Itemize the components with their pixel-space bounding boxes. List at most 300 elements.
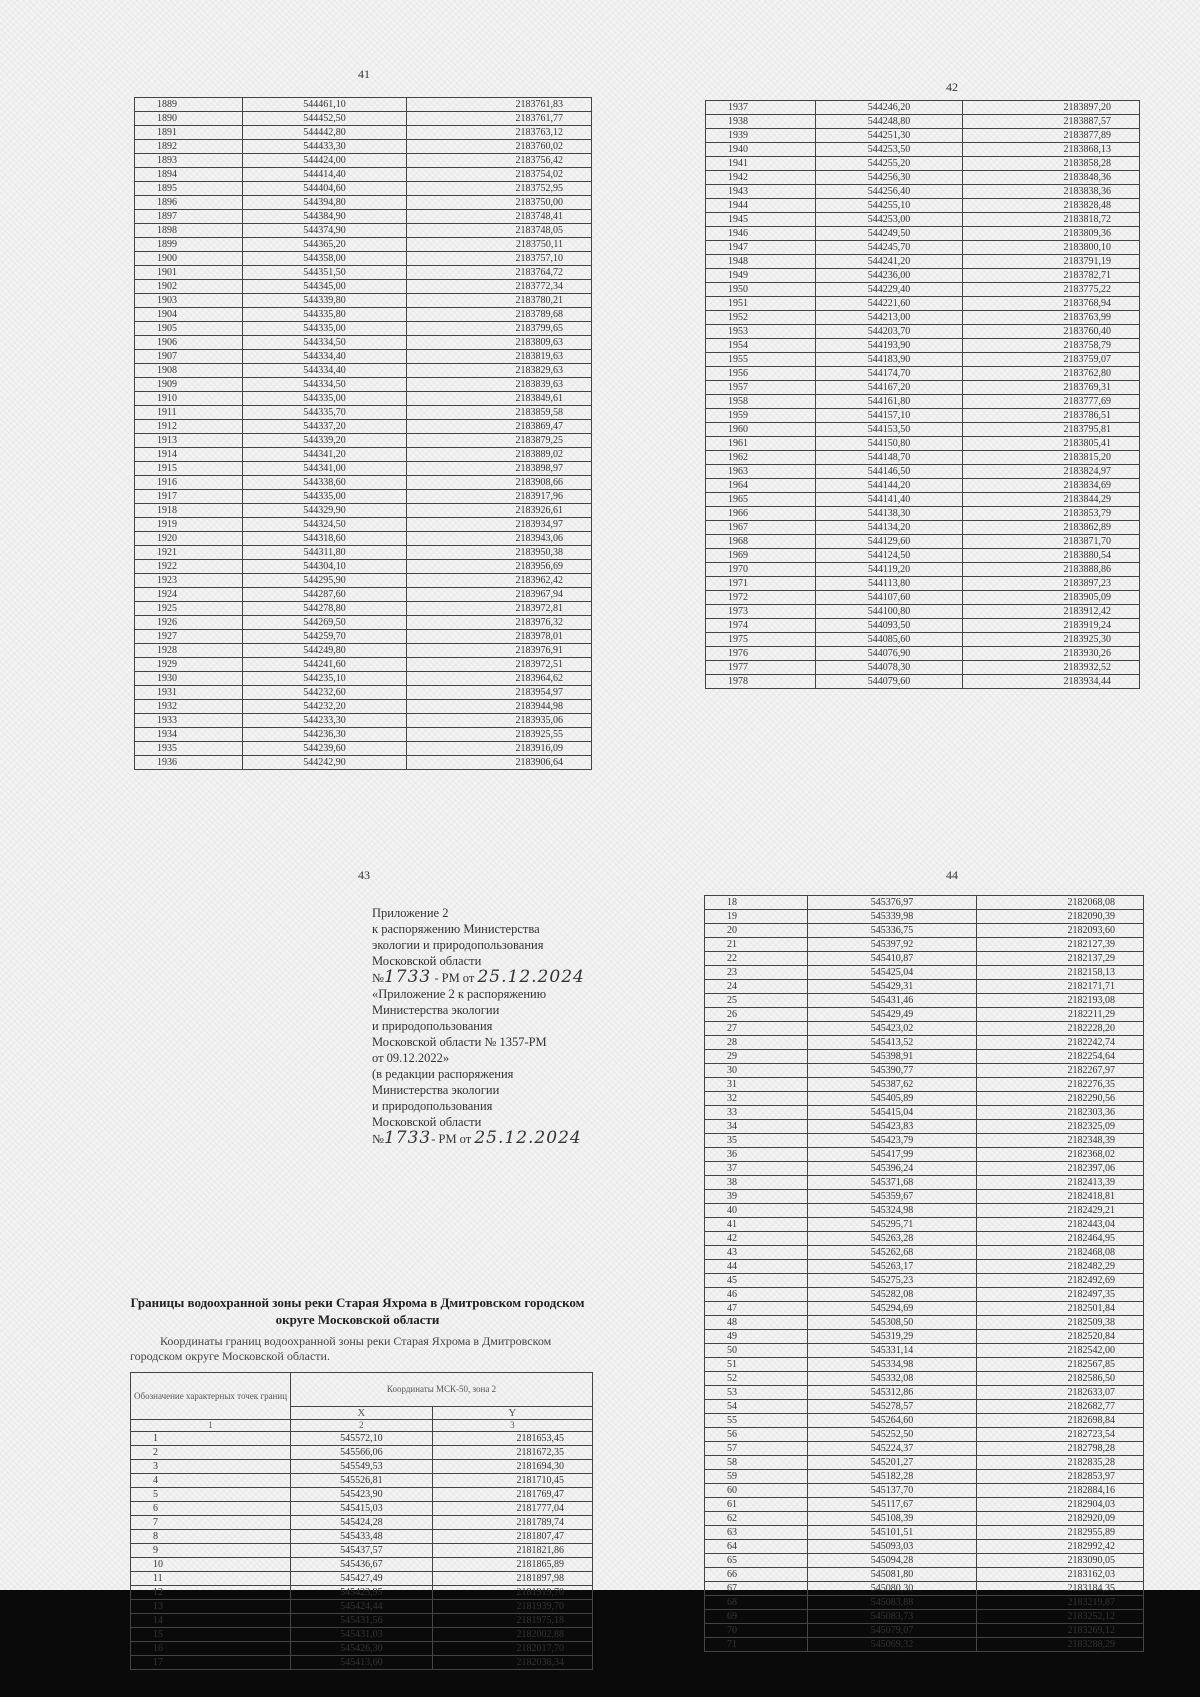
coordinate-table-page-43	[130, 1372, 593, 1670]
table-row	[706, 339, 1140, 353]
point-number: 28	[705, 1036, 808, 1050]
point-number: 1928	[135, 644, 243, 658]
table-row	[135, 686, 592, 700]
coordinate-x: 544233,30	[242, 714, 407, 728]
coordinate-x: 545080,30	[807, 1582, 977, 1596]
point-number: 1905	[135, 322, 243, 336]
coordinate-y: 2183976,91	[407, 644, 592, 658]
coordinate-y: 2181939,70	[432, 1600, 592, 1614]
coordinate-x: 544239,60	[242, 742, 407, 756]
table-row	[706, 423, 1140, 437]
coordinate-x: 544259,70	[242, 630, 407, 644]
point-number: 1950	[706, 283, 816, 297]
point-number: 1957	[706, 381, 816, 395]
point-number: 1945	[706, 213, 816, 227]
coordinate-y: 2183795,81	[963, 423, 1140, 437]
coordinate-y: 2183768,94	[963, 297, 1140, 311]
table-row	[706, 311, 1140, 325]
coordinate-x: 544345,00	[242, 280, 407, 294]
appendix-line: (в редакции распоряжения	[372, 1067, 514, 1081]
table-row	[705, 1512, 1144, 1526]
coordinate-x: 544253,50	[815, 143, 963, 157]
coordinate-y: 2181789,74	[432, 1516, 592, 1530]
coordinate-y: 2183898,97	[407, 462, 592, 476]
point-number: 1890	[135, 112, 243, 126]
coordinate-y: 2183162,03	[977, 1568, 1144, 1582]
coordinate-y: 2183809,63	[407, 336, 592, 350]
table-row	[135, 714, 592, 728]
table-row	[706, 395, 1140, 409]
coordinate-y: 2183964,62	[407, 672, 592, 686]
header-points: Обозначение характерных точек границ	[131, 1373, 291, 1420]
table-row	[135, 112, 592, 126]
coordinate-x: 544241,60	[242, 658, 407, 672]
coordinate-y: 2183934,44	[963, 675, 1140, 689]
table-row	[706, 591, 1140, 605]
point-number: 1919	[135, 518, 243, 532]
coordinate-y: 2183288,29	[977, 1638, 1144, 1652]
coordinate-y: 2183917,96	[407, 490, 592, 504]
point-number: 1930	[135, 672, 243, 686]
table-row	[135, 140, 592, 154]
point-number: 1889	[135, 98, 243, 112]
point-number: 1907	[135, 350, 243, 364]
coordinate-y: 2183869,47	[407, 420, 592, 434]
coordinate-x: 545431,03	[291, 1628, 433, 1642]
point-number: 1966	[706, 507, 816, 521]
coordinate-x: 545262,68	[807, 1246, 977, 1260]
table-row	[131, 1488, 593, 1502]
table-row	[706, 157, 1140, 171]
point-number: 1931	[135, 686, 243, 700]
coordinate-x: 544334,50	[242, 378, 407, 392]
table-row	[135, 588, 592, 602]
table-row	[706, 577, 1140, 591]
coordinate-x: 545398,91	[807, 1050, 977, 1064]
coordinate-x: 545117,67	[807, 1498, 977, 1512]
point-number: 6	[131, 1502, 291, 1516]
coordinate-y: 2183799,65	[407, 322, 592, 336]
page-number-43: 43	[358, 868, 370, 882]
table-row	[135, 560, 592, 574]
table-row	[131, 1432, 593, 1446]
table-row	[706, 353, 1140, 367]
point-number: 18	[705, 896, 808, 910]
coordinate-y: 2182429,21	[977, 1204, 1144, 1218]
table-row	[131, 1502, 593, 1516]
table-row	[706, 297, 1140, 311]
table-row	[706, 185, 1140, 199]
point-number: 29	[705, 1050, 808, 1064]
coordinate-y: 2182682,77	[977, 1400, 1144, 1414]
coordinate-y: 2182267,97	[977, 1064, 1144, 1078]
table-row	[705, 1106, 1144, 1120]
table-row	[135, 378, 592, 392]
coordinate-y: 2183763,99	[963, 311, 1140, 325]
coordinate-y: 2183748,05	[407, 224, 592, 238]
coordinate-y: 2182884,16	[977, 1484, 1144, 1498]
point-number: 70	[705, 1624, 808, 1638]
point-number: 1920	[135, 532, 243, 546]
coordinate-x: 545069,32	[807, 1638, 977, 1652]
coordinate-x: 544138,30	[815, 507, 963, 521]
point-number: 1916	[135, 476, 243, 490]
coordinate-x: 545081,80	[807, 1568, 977, 1582]
coordinate-y: 2183925,30	[963, 633, 1140, 647]
coordinate-x: 545263,17	[807, 1260, 977, 1274]
coordinate-y: 2182853,97	[977, 1470, 1144, 1484]
point-number: 1962	[706, 451, 816, 465]
point-number: 67	[705, 1582, 808, 1596]
coordinate-x: 544093,50	[815, 619, 963, 633]
coordinate-y: 2182290,56	[977, 1092, 1144, 1106]
coordinate-x: 544144,20	[815, 479, 963, 493]
coordinate-x: 545093,03	[807, 1540, 977, 1554]
table-row	[706, 143, 1140, 157]
point-number: 47	[705, 1302, 808, 1316]
point-number: 1918	[135, 504, 243, 518]
coordinate-x: 544335,00	[242, 322, 407, 336]
point-number: 1976	[706, 647, 816, 661]
table-row	[705, 1120, 1144, 1134]
point-number: 1938	[706, 115, 816, 129]
table-row	[131, 1460, 593, 1474]
point-number: 1964	[706, 479, 816, 493]
point-number: 1969	[706, 549, 816, 563]
handwritten-date: 25.12.2024	[474, 1128, 582, 1148]
coordinate-x: 545094,28	[807, 1554, 977, 1568]
coordinate-x: 544334,50	[242, 336, 407, 350]
point-number: 13	[131, 1600, 291, 1614]
coordinate-y: 2183824,97	[963, 465, 1140, 479]
table-row	[706, 647, 1140, 661]
coordinate-y: 2183916,09	[407, 742, 592, 756]
coordinate-x: 544318,60	[242, 532, 407, 546]
point-number: 22	[705, 952, 808, 966]
coordinate-y: 2183905,09	[963, 591, 1140, 605]
header-index: 3	[432, 1420, 592, 1432]
coordinate-y: 2183880,54	[963, 549, 1140, 563]
coordinate-y: 2182254,64	[977, 1050, 1144, 1064]
point-number: 1904	[135, 308, 243, 322]
coordinate-y: 2183757,10	[407, 252, 592, 266]
table-row	[131, 1642, 593, 1656]
coordinate-y: 2183184,35	[977, 1582, 1144, 1596]
coordinate-y: 2183912,42	[963, 605, 1140, 619]
coordinate-x: 545437,57	[291, 1544, 433, 1558]
appendix-line: и природопользования	[372, 1019, 493, 1033]
appendix-line: Московской области	[372, 954, 482, 968]
table-row	[135, 308, 592, 322]
point-number: 1956	[706, 367, 816, 381]
table-row	[706, 101, 1140, 115]
table-row	[705, 1302, 1144, 1316]
appendix-line: и природопользования	[372, 1099, 493, 1113]
coordinate-x: 545359,67	[807, 1190, 977, 1204]
coordinate-x: 545417,99	[807, 1148, 977, 1162]
table-row	[705, 1036, 1144, 1050]
coordinate-table-page-44	[704, 895, 1144, 1652]
point-number: 1895	[135, 182, 243, 196]
table-row	[705, 966, 1144, 980]
point-number: 1913	[135, 434, 243, 448]
coordinate-y: 2182303,36	[977, 1106, 1144, 1120]
coordinate-x: 545423,79	[807, 1134, 977, 1148]
point-number: 39	[705, 1190, 808, 1204]
point-number: 1972	[706, 591, 816, 605]
point-number: 1947	[706, 241, 816, 255]
coordinate-y: 2182127,39	[977, 938, 1144, 952]
coordinate-y: 2182464,95	[977, 1232, 1144, 1246]
coordinate-x: 545426,30	[291, 1642, 433, 1656]
header-index: 2	[291, 1420, 433, 1432]
table-row	[706, 325, 1140, 339]
coordinate-x: 545429,31	[807, 980, 977, 994]
coordinate-y: 2183777,69	[963, 395, 1140, 409]
coordinate-y: 2182158,13	[977, 966, 1144, 980]
coordinate-x: 544287,60	[242, 588, 407, 602]
table-row	[135, 434, 592, 448]
coordinate-x: 544246,20	[815, 101, 963, 115]
point-number: 41	[705, 1218, 808, 1232]
appendix-line: «Приложение 2 к распоряжению	[372, 987, 547, 1001]
coordinate-x: 544374,90	[242, 224, 407, 238]
table-row	[706, 451, 1140, 465]
coordinate-y: 2183764,72	[407, 266, 592, 280]
page-number-42: 42	[946, 80, 958, 94]
coordinate-x: 544150,80	[815, 437, 963, 451]
coordinate-x: 544335,00	[242, 392, 407, 406]
table-row	[705, 924, 1144, 938]
coordinate-y: 2183772,34	[407, 280, 592, 294]
coordinate-y: 2182567,85	[977, 1358, 1144, 1372]
point-number: 1903	[135, 294, 243, 308]
coordinate-x: 545137,70	[807, 1484, 977, 1498]
coordinate-x: 544161,80	[815, 395, 963, 409]
point-number: 24	[705, 980, 808, 994]
coordinate-x: 544085,60	[815, 633, 963, 647]
table-row	[705, 1134, 1144, 1148]
point-number: 8	[131, 1530, 291, 1544]
coordinate-y: 2183760,40	[963, 325, 1140, 339]
coordinate-x: 544236,30	[242, 728, 407, 742]
coordinate-x: 545252,50	[807, 1428, 977, 1442]
point-number: 1924	[135, 588, 243, 602]
table-row	[706, 661, 1140, 675]
table-row	[135, 294, 592, 308]
coordinate-y: 2182413,39	[977, 1176, 1144, 1190]
table-row	[706, 227, 1140, 241]
table-row	[705, 1050, 1144, 1064]
coordinate-y: 2182698,84	[977, 1414, 1144, 1428]
coordinate-y: 2183849,61	[407, 392, 592, 406]
coordinate-x: 544394,80	[242, 196, 407, 210]
coordinate-x: 544221,60	[815, 297, 963, 311]
point-number: 1943	[706, 185, 816, 199]
coordinate-x: 544119,20	[815, 563, 963, 577]
coordinate-x: 544167,20	[815, 381, 963, 395]
coordinate-y: 2183944,98	[407, 700, 592, 714]
coordinate-y: 2183758,79	[963, 339, 1140, 353]
page-number-44: 44	[946, 868, 958, 882]
table-row	[705, 1218, 1144, 1232]
coordinate-x: 544193,90	[815, 339, 963, 353]
point-number: 1970	[706, 563, 816, 577]
coordinate-x: 544337,20	[242, 420, 407, 434]
coordinate-x: 545566,06	[291, 1446, 433, 1460]
point-number: 9	[131, 1544, 291, 1558]
table-row	[706, 605, 1140, 619]
coordinate-y: 2183954,97	[407, 686, 592, 700]
coordinate-x: 545572,10	[291, 1432, 433, 1446]
coordinate-x: 544242,90	[242, 756, 407, 770]
coordinate-y: 2183219,87	[977, 1596, 1144, 1610]
coordinate-y: 2183906,64	[407, 756, 592, 770]
coordinate-y: 2183748,41	[407, 210, 592, 224]
point-number: 63	[705, 1526, 808, 1540]
coordinate-y: 2183871,70	[963, 535, 1140, 549]
coordinate-y: 2183950,38	[407, 546, 592, 560]
table-row	[705, 1358, 1144, 1372]
coordinate-y: 2183848,36	[963, 171, 1140, 185]
document-title: Границы водоохранной зоны реки Старая Яхрома в Дмитровском городском округе Московской области	[130, 1295, 585, 1327]
point-number: 46	[705, 1288, 808, 1302]
point-number: 1901	[135, 266, 243, 280]
point-number: 1891	[135, 126, 243, 140]
coordinate-x: 545264,60	[807, 1414, 977, 1428]
point-number: 1960	[706, 423, 816, 437]
header-y: Y	[432, 1407, 592, 1420]
table-row	[135, 448, 592, 462]
order-number-line: №1733- РМ от 25.12.2024	[372, 1128, 582, 1148]
coordinate-x: 544253,00	[815, 213, 963, 227]
coordinate-x: 544329,90	[242, 504, 407, 518]
point-number: 1951	[706, 297, 816, 311]
point-number: 1915	[135, 462, 243, 476]
coordinate-x: 544339,80	[242, 294, 407, 308]
table-row	[706, 521, 1140, 535]
table-row	[135, 602, 592, 616]
table-row	[705, 1596, 1144, 1610]
coordinate-y: 2183090,05	[977, 1554, 1144, 1568]
table-row	[706, 199, 1140, 213]
coordinate-x: 544341,00	[242, 462, 407, 476]
table-row	[706, 437, 1140, 451]
point-number: 37	[705, 1162, 808, 1176]
point-number: 1897	[135, 210, 243, 224]
coordinate-x: 545526,81	[291, 1474, 433, 1488]
appendix-line: Министерства экологии	[372, 1003, 500, 1017]
table-row	[135, 644, 592, 658]
point-number: 61	[705, 1498, 808, 1512]
table-row	[131, 1656, 593, 1670]
coordinate-x: 544236,00	[815, 269, 963, 283]
point-number: 45	[705, 1274, 808, 1288]
coordinate-x: 545431,56	[291, 1614, 433, 1628]
table-row	[706, 255, 1140, 269]
coordinate-y: 2183252,12	[977, 1610, 1144, 1624]
coordinate-x: 544078,30	[815, 661, 963, 675]
coordinate-x: 545423,95	[291, 1586, 433, 1600]
point-number: 1927	[135, 630, 243, 644]
coordinate-y: 2182017,70	[432, 1642, 592, 1656]
coordinate-x: 544351,50	[242, 266, 407, 280]
coordinate-y: 2181821,86	[432, 1544, 592, 1558]
coordinate-x: 544255,10	[815, 199, 963, 213]
coordinate-x: 545396,24	[807, 1162, 977, 1176]
table-row	[135, 476, 592, 490]
handwritten-number: 1733	[383, 1128, 432, 1148]
coordinate-x: 544076,90	[815, 647, 963, 661]
coordinate-x: 544256,30	[815, 171, 963, 185]
point-number: 26	[705, 1008, 808, 1022]
coordinate-x: 544241,20	[815, 255, 963, 269]
point-number: 1932	[135, 700, 243, 714]
point-number: 1959	[706, 409, 816, 423]
coordinate-x: 544229,40	[815, 283, 963, 297]
point-number: 33	[705, 1106, 808, 1120]
table-row	[706, 535, 1140, 549]
header-x: X	[291, 1407, 433, 1420]
coordinate-y: 2183828,48	[963, 199, 1140, 213]
table-row	[705, 980, 1144, 994]
table-row	[135, 756, 592, 770]
table-row	[135, 224, 592, 238]
coordinate-y: 2183925,55	[407, 728, 592, 742]
coordinate-y: 2183897,23	[963, 577, 1140, 591]
point-number: 1937	[706, 101, 816, 115]
coordinate-x: 545332,08	[807, 1372, 977, 1386]
coordinate-x: 544341,20	[242, 448, 407, 462]
coordinate-x: 545413,60	[291, 1656, 433, 1670]
coordinate-y: 2183782,71	[963, 269, 1140, 283]
coordinate-y: 2183769,31	[963, 381, 1140, 395]
coordinate-y: 2183805,41	[963, 437, 1140, 451]
coordinate-x: 544134,20	[815, 521, 963, 535]
table-row	[135, 182, 592, 196]
appendix-line: от 09.12.2022»	[372, 1051, 450, 1065]
table-row	[135, 462, 592, 476]
table-row	[131, 1544, 593, 1558]
coordinate-x: 544404,60	[242, 182, 407, 196]
point-number: 48	[705, 1316, 808, 1330]
table-row	[705, 1022, 1144, 1036]
coordinate-x: 544141,40	[815, 493, 963, 507]
point-number: 55	[705, 1414, 808, 1428]
coordinate-x: 544339,20	[242, 434, 407, 448]
coordinate-y: 2182090,39	[977, 910, 1144, 924]
coordinate-x: 544153,50	[815, 423, 963, 437]
point-number: 43	[705, 1246, 808, 1260]
table-row	[135, 630, 592, 644]
coordinate-x: 544245,70	[815, 241, 963, 255]
coordinate-x: 545431,46	[807, 994, 977, 1008]
coordinate-x: 545415,03	[291, 1502, 433, 1516]
coordinate-y: 2183756,42	[407, 154, 592, 168]
table-row	[706, 171, 1140, 185]
table-row	[706, 283, 1140, 297]
coordinate-y: 2183908,66	[407, 476, 592, 490]
table-row	[706, 675, 1140, 689]
coordinate-y: 2183761,77	[407, 112, 592, 126]
point-number: 66	[705, 1568, 808, 1582]
point-number: 35	[705, 1134, 808, 1148]
point-number: 1910	[135, 392, 243, 406]
point-number: 1909	[135, 378, 243, 392]
coordinate-x: 544334,40	[242, 350, 407, 364]
point-number: 11	[131, 1572, 291, 1586]
table-row	[135, 364, 592, 378]
